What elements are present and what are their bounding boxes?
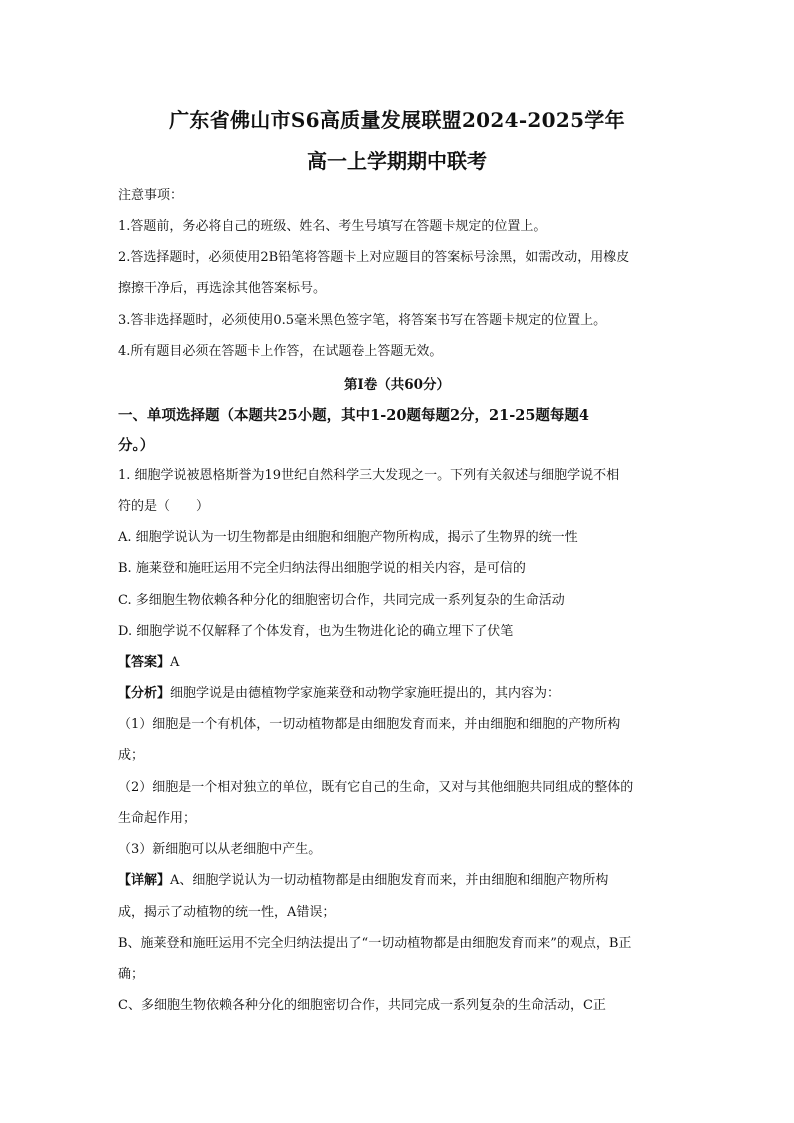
part1-title-line2: 分。） [118, 437, 155, 454]
detail-line-2: 成，揭示了动植物的统一性，A错误； [118, 905, 336, 920]
detail-label: 【详解】 [118, 873, 171, 888]
answer-line [118, 653, 678, 673]
notice-heading: 注意事项： [118, 188, 184, 203]
question1-stem-line1: 1. 细胞学说被恩格斯誉为19世纪自然科学三大发现之一。下列有关叙述与细胞学说不相 [118, 468, 620, 483]
notice-item-2: 2.答选择题时，必须使用2B铅笔将答题卡上对应题目的答案标号涂黑，如需改动，用橡皮 [118, 250, 630, 265]
part1-title-line1: 一、单项选择题（本题共25小题，其中1-20题每题2分，21-25题每题4 [118, 407, 590, 424]
notice-item-4: 4.所有题目必须在答题卡上作答，在试题卷上答题无效。 [118, 344, 443, 359]
question1-stem-line2: 符的是（ ） [118, 499, 210, 514]
analysis-point-1-cont: 成； [118, 748, 145, 763]
detail-line-3: B、施莱登和施旺运用不完全归纳法提出了“一切动植物都是由细胞发育而来”的观点，B正 [118, 936, 632, 951]
question1-option-c: C. 多细胞生物依赖各种分化的细胞密切合作，共同完成一系列复杂的生命活动 [118, 593, 565, 608]
analysis-line [118, 684, 678, 704]
analysis-point-1: （1）细胞是一个有机体，一切动植物都是由细胞发育而来，并由细胞和细胞的产物所构 [118, 717, 621, 732]
detail-text: A、细胞学说认为一切动植物都是由细胞发育而来，并由细胞和细胞产物所构 [170, 873, 609, 888]
analysis-label: 【分析】 [118, 686, 171, 701]
notice-item-2-cont: 擦擦干净后，再选涂其他答案标号。 [118, 281, 327, 296]
question1-option-a: A. 细胞学说认为一切生物都是由细胞和细胞产物所构成，揭示了生物界的统一性 [118, 530, 578, 545]
answer-value: A [170, 655, 180, 670]
question1-option-d: D. 细胞学说不仅解释了个体发育，也为生物进化论的确立埋下了伏笔 [118, 624, 514, 639]
question1-option-b: B. 施莱登和施旺运用不完全归纳法得出细胞学说的相关内容，是可信的 [118, 561, 526, 576]
notice-item-1: 1.答题前，务必将自己的班级、姓名、考生号填写在答题卡规定的位置上。 [118, 219, 547, 234]
notice-item-3: 3.答非选择题时，必须使用0.5毫米黑色签字笔，将答案书写在答题卡规定的位置上。 [118, 313, 607, 328]
analysis-point-3: （3）新细胞可以从老细胞中产生。 [118, 842, 322, 857]
volume-heading: 第I卷（共60分） [343, 377, 451, 393]
exam-title-line1: 广东省佛山市S6高质量发展联盟2024-2025学年 [169, 108, 625, 132]
analysis-text: 细胞学说是由德植物学家施莱登和动物学家施旺提出的，其内容为： [170, 686, 561, 701]
exam-title-line2: 高一上学期期中联考 [307, 149, 487, 173]
analysis-point-2-cont: 生命起作用； [118, 811, 197, 826]
detail-line-4: 确； [118, 967, 145, 982]
detail-line-5: C、多细胞生物依赖各种分化的细胞密切合作，共同完成一系列复杂的生命活动，C正 [118, 998, 606, 1013]
analysis-point-2: （2）细胞是一个相对独立的单位，既有它自己的生命，又对与其他细胞共同组成的整体的 [118, 780, 634, 795]
answer-label: 【答案】 [118, 655, 171, 670]
detail-line-1 [118, 871, 678, 891]
